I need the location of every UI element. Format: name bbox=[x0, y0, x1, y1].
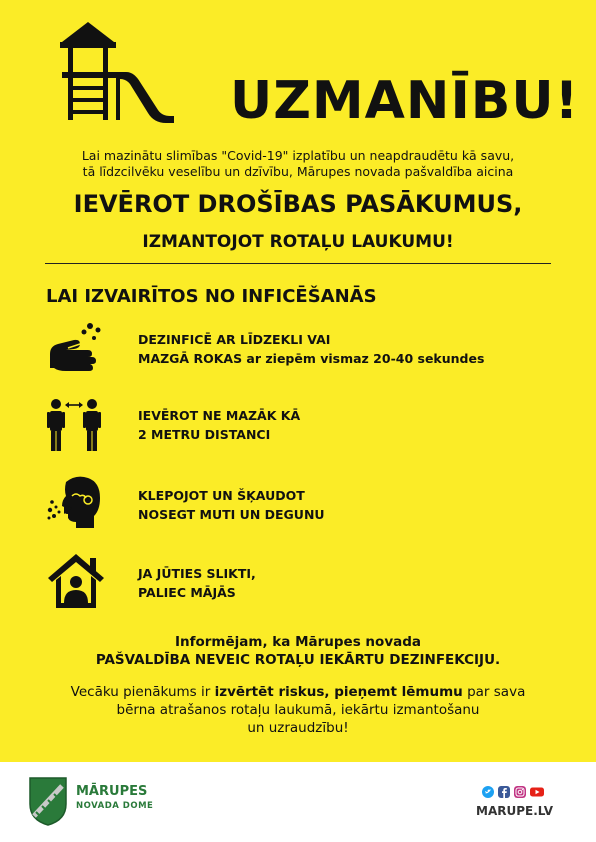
headline: UZMANĪBU! bbox=[230, 71, 580, 131]
callout-secondary: IZMANTOJOT ROTAĻU LAUKUMU! bbox=[142, 232, 454, 252]
advice-line: DEZINFICĒ AR LĪDZEKLI VAI bbox=[138, 332, 331, 347]
divider bbox=[45, 263, 551, 264]
header bbox=[50, 20, 580, 131]
info-notice bbox=[0, 633, 596, 669]
advice-text bbox=[138, 486, 325, 524]
parents-emphasis: izvērtēt riskus, pieņemt lēmumu bbox=[214, 684, 463, 700]
footer bbox=[0, 762, 596, 842]
organization-name bbox=[76, 784, 153, 814]
instagram-icon[interactable] bbox=[514, 786, 526, 798]
advice-text bbox=[138, 406, 300, 444]
stay-home-icon bbox=[46, 550, 106, 610]
cough-icon bbox=[46, 474, 106, 534]
distance-icon bbox=[46, 396, 106, 456]
parents-text: par sava bbox=[462, 684, 526, 700]
section-title: LAI IZVAIRĪTOS NO INFICĒŠANĀS bbox=[46, 286, 377, 307]
advice-text bbox=[138, 564, 256, 602]
callout-primary: IEVĒROT DROŠĪBAS PASĀKUMUS, bbox=[73, 190, 523, 218]
advice-line: IEVĒROT NE MAZĀK KĀ bbox=[138, 408, 301, 423]
intro-line: Lai mazinātu slimības "Covid-19" izplatību un neapdraudētu kā savu, bbox=[81, 148, 515, 163]
advice-line: PALIEC MĀJĀS bbox=[138, 585, 236, 600]
parents-line bbox=[0, 683, 596, 701]
parents-line: un uzraudzību! bbox=[247, 720, 349, 736]
facebook-icon[interactable] bbox=[498, 786, 510, 798]
advice-item-stay-home bbox=[46, 550, 546, 610]
advice-line: MAZGĀ ROKAS ar ziepēm vismaz 20-40 sekundes bbox=[138, 351, 485, 366]
advice-item-handwash bbox=[46, 320, 546, 380]
parents-line: bērna atrašanos rotaļu laukumā, iekārtu izmantošanu bbox=[116, 702, 480, 718]
org-subtitle: NOVADA DOME bbox=[76, 801, 154, 811]
advice-item-cough bbox=[46, 474, 546, 534]
advice-line: NOSEGT MUTI UN DEGUNU bbox=[138, 507, 325, 522]
info-line: Informējam, ka Mārupes novada bbox=[174, 634, 422, 650]
playground-slide-icon bbox=[54, 20, 204, 125]
twitter-icon[interactable] bbox=[482, 786, 494, 798]
parents-notice bbox=[0, 683, 596, 737]
advice-line: JA JŪTIES SLIKTI, bbox=[138, 566, 256, 581]
advice-item-distance bbox=[46, 396, 546, 456]
coat-of-arms-icon bbox=[28, 776, 68, 826]
info-line: PAŠVALDĪBA NEVEIC ROTAĻU IEKĀRTU DEZINFEKCIJU. bbox=[95, 652, 501, 668]
advice-text bbox=[138, 330, 484, 368]
handwash-icon bbox=[46, 320, 106, 380]
parents-text: Vecāku pienākums ir bbox=[70, 684, 215, 700]
social-links bbox=[482, 786, 562, 800]
org-title: MĀRUPES bbox=[76, 784, 148, 799]
website-link[interactable]: MARUPE.LV bbox=[476, 804, 554, 818]
youtube-icon[interactable] bbox=[530, 786, 544, 798]
intro-line: tā līdzcilvēku veselību un dzīvību, Mārupes novada pašvaldība aicina bbox=[82, 164, 514, 179]
intro-text bbox=[40, 148, 556, 180]
advice-line: KLEPOJOT UN ŠĶAUDOT bbox=[138, 488, 305, 503]
advice-line: 2 METRU DISTANCI bbox=[138, 427, 271, 442]
